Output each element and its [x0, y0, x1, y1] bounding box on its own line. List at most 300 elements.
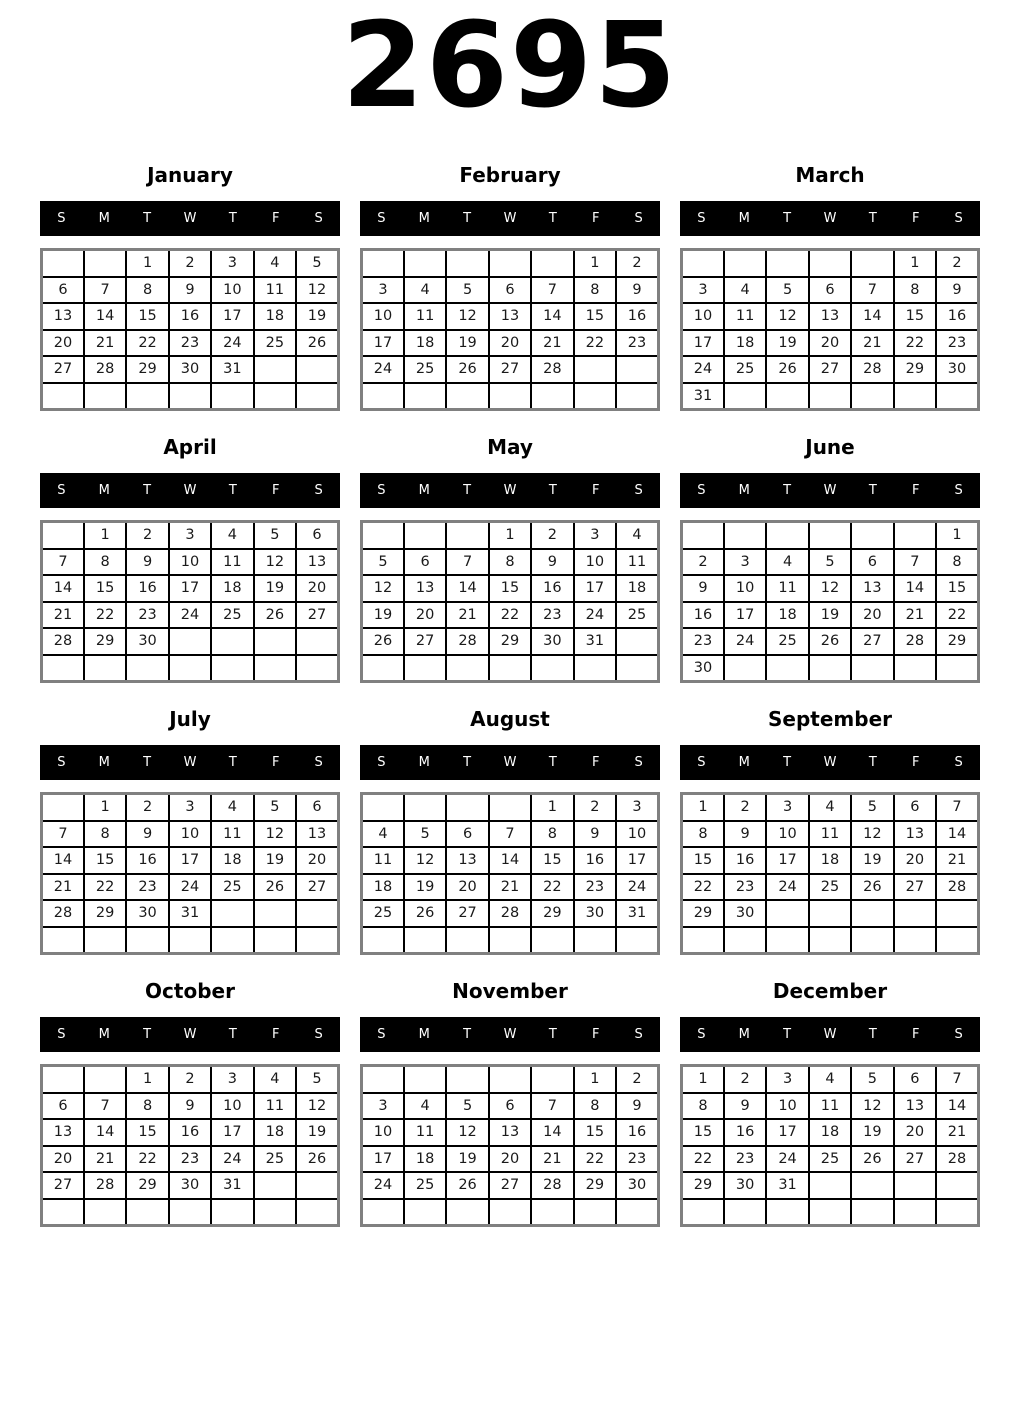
day-cell: 15 — [682, 1119, 724, 1146]
week-row — [682, 1093, 979, 1120]
empty-day-cell — [489, 1066, 531, 1093]
weekday-label: F — [591, 483, 600, 498]
weekday-label: S — [377, 1027, 386, 1042]
weekday-label: W — [183, 1027, 197, 1042]
empty-day-cell — [809, 927, 851, 954]
week-row — [42, 900, 339, 927]
day-cell: 10 — [362, 1119, 404, 1146]
month-days-table — [40, 248, 340, 411]
empty-day-cell — [84, 1066, 126, 1093]
weekday-header-row — [680, 1017, 980, 1052]
day-cell: 25 — [766, 628, 808, 655]
day-cell: 18 — [362, 874, 404, 901]
empty-day-cell — [404, 794, 446, 821]
week-row — [42, 847, 339, 874]
weekday-label: T — [783, 483, 792, 498]
day-cell: 14 — [84, 1119, 126, 1146]
day-cell: 21 — [446, 602, 488, 629]
empty-day-cell — [894, 1172, 936, 1199]
month-title: July — [169, 707, 211, 731]
empty-day-cell — [531, 383, 573, 410]
weekday-label: S — [634, 483, 643, 498]
day-cell: 6 — [296, 794, 338, 821]
day-cell: 15 — [574, 303, 616, 330]
day-cell: 28 — [936, 874, 978, 901]
weekday-label: W — [503, 483, 517, 498]
day-cell: 9 — [682, 575, 724, 602]
weekday-header-row — [40, 473, 340, 508]
day-cell: 1 — [574, 250, 616, 277]
week-row — [362, 277, 659, 304]
day-cell: 22 — [489, 602, 531, 629]
empty-day-cell — [489, 655, 531, 682]
empty-day-cell — [489, 794, 531, 821]
day-cell: 16 — [169, 303, 211, 330]
week-row — [42, 1066, 339, 1093]
empty-day-cell — [766, 655, 808, 682]
weekday-label: T — [143, 755, 152, 770]
day-cell: 12 — [851, 821, 893, 848]
week-row — [682, 277, 979, 304]
month-days-table — [40, 1064, 340, 1227]
week-row — [362, 927, 659, 954]
weekday-label: F — [911, 1027, 920, 1042]
day-cell: 26 — [766, 356, 808, 383]
empty-day-cell — [894, 522, 936, 549]
week-row — [42, 575, 339, 602]
day-cell: 14 — [446, 575, 488, 602]
month-title: December — [772, 979, 888, 1003]
day-cell: 8 — [682, 821, 724, 848]
day-cell: 10 — [616, 821, 658, 848]
week-row — [362, 303, 659, 330]
weekday-label: T — [463, 483, 472, 498]
day-cell: 16 — [616, 303, 658, 330]
day-cell: 25 — [809, 874, 851, 901]
month-days-table — [680, 1064, 980, 1227]
weekday-label: T — [548, 755, 557, 770]
day-cell: 29 — [84, 900, 126, 927]
day-cell: 13 — [894, 1093, 936, 1120]
empty-day-cell — [254, 900, 296, 927]
day-cell: 14 — [489, 847, 531, 874]
day-cell: 22 — [574, 1146, 616, 1173]
day-cell: 22 — [682, 874, 724, 901]
day-cell: 16 — [936, 303, 978, 330]
day-cell: 30 — [724, 900, 766, 927]
week-row — [42, 1172, 339, 1199]
empty-day-cell — [84, 655, 126, 682]
weekday-label: M — [738, 1027, 750, 1042]
weekday-label: W — [503, 1027, 517, 1042]
day-cell: 31 — [682, 383, 724, 410]
day-cell: 1 — [682, 1066, 724, 1093]
day-cell: 7 — [936, 794, 978, 821]
day-cell: 6 — [894, 794, 936, 821]
day-cell: 5 — [851, 1066, 893, 1093]
week-row — [682, 927, 979, 954]
day-cell: 15 — [531, 847, 573, 874]
day-cell: 11 — [766, 575, 808, 602]
empty-day-cell — [404, 383, 446, 410]
weekday-label: S — [697, 755, 706, 770]
day-cell: 24 — [362, 356, 404, 383]
day-cell: 29 — [574, 1172, 616, 1199]
day-cell: 22 — [84, 602, 126, 629]
day-cell: 31 — [616, 900, 658, 927]
empty-day-cell — [724, 1199, 766, 1226]
empty-day-cell — [446, 1199, 488, 1226]
day-cell: 28 — [531, 356, 573, 383]
empty-day-cell — [169, 655, 211, 682]
month-october — [40, 978, 340, 1227]
empty-day-cell — [894, 383, 936, 410]
month-title: June — [805, 435, 855, 459]
day-cell: 14 — [936, 821, 978, 848]
week-row — [42, 794, 339, 821]
week-row — [362, 522, 659, 549]
day-cell: 6 — [489, 277, 531, 304]
day-cell: 3 — [211, 1066, 253, 1093]
weekday-label: M — [98, 211, 110, 226]
day-cell: 10 — [211, 1093, 253, 1120]
day-cell: 23 — [126, 602, 168, 629]
weekday-label: W — [823, 1027, 837, 1042]
day-cell: 5 — [851, 794, 893, 821]
weekday-label: T — [228, 211, 237, 226]
week-row — [362, 900, 659, 927]
day-cell: 16 — [724, 1119, 766, 1146]
empty-day-cell — [169, 927, 211, 954]
day-cell: 8 — [531, 821, 573, 848]
day-cell: 19 — [446, 330, 488, 357]
day-cell: 27 — [42, 356, 84, 383]
day-cell: 7 — [531, 277, 573, 304]
week-row — [362, 602, 659, 629]
empty-day-cell — [936, 927, 978, 954]
weekday-label: W — [823, 755, 837, 770]
weekday-label: T — [463, 211, 472, 226]
week-row — [42, 356, 339, 383]
day-cell: 23 — [724, 874, 766, 901]
week-row — [682, 794, 979, 821]
empty-day-cell — [809, 522, 851, 549]
day-cell: 9 — [936, 277, 978, 304]
day-cell: 11 — [254, 277, 296, 304]
month-june — [680, 434, 980, 683]
day-cell: 1 — [84, 794, 126, 821]
day-cell: 18 — [766, 602, 808, 629]
day-cell: 7 — [851, 277, 893, 304]
empty-day-cell — [254, 655, 296, 682]
week-row — [42, 522, 339, 549]
day-cell: 26 — [446, 356, 488, 383]
month-title: October — [145, 979, 235, 1003]
empty-day-cell — [211, 1199, 253, 1226]
weekday-label: M — [98, 1027, 110, 1042]
day-cell: 21 — [894, 602, 936, 629]
day-cell: 28 — [84, 1172, 126, 1199]
day-cell: 8 — [84, 821, 126, 848]
day-cell: 28 — [42, 900, 84, 927]
empty-day-cell — [296, 383, 338, 410]
empty-day-cell — [126, 383, 168, 410]
day-cell: 16 — [574, 847, 616, 874]
day-cell: 3 — [574, 522, 616, 549]
day-cell: 4 — [404, 1093, 446, 1120]
day-cell: 28 — [531, 1172, 573, 1199]
empty-day-cell — [404, 927, 446, 954]
day-cell: 21 — [851, 330, 893, 357]
month-days-table — [40, 520, 340, 683]
day-cell: 21 — [936, 1119, 978, 1146]
month-august — [360, 706, 660, 955]
day-cell: 29 — [894, 356, 936, 383]
empty-day-cell — [489, 927, 531, 954]
day-cell: 12 — [851, 1093, 893, 1120]
week-row — [362, 549, 659, 576]
empty-day-cell — [489, 383, 531, 410]
empty-day-cell — [296, 628, 338, 655]
empty-day-cell — [616, 628, 658, 655]
weekday-label: S — [697, 483, 706, 498]
day-cell: 3 — [362, 1093, 404, 1120]
empty-day-cell — [531, 927, 573, 954]
day-cell: 24 — [724, 628, 766, 655]
day-cell: 28 — [851, 356, 893, 383]
month-july — [40, 706, 340, 955]
empty-day-cell — [489, 250, 531, 277]
day-cell: 13 — [809, 303, 851, 330]
day-cell: 17 — [766, 847, 808, 874]
weekday-header-row — [360, 745, 660, 780]
day-cell: 16 — [616, 1119, 658, 1146]
empty-day-cell — [84, 927, 126, 954]
week-row — [42, 383, 339, 410]
day-cell: 15 — [489, 575, 531, 602]
month-title: April — [163, 435, 217, 459]
day-cell: 1 — [682, 794, 724, 821]
empty-day-cell — [296, 1199, 338, 1226]
week-row — [362, 1119, 659, 1146]
weekday-label: S — [954, 755, 963, 770]
day-cell: 7 — [489, 821, 531, 848]
weekday-label: S — [57, 755, 66, 770]
day-cell: 10 — [724, 575, 766, 602]
day-cell: 23 — [616, 330, 658, 357]
day-cell: 20 — [851, 602, 893, 629]
empty-day-cell — [851, 900, 893, 927]
day-cell: 23 — [574, 874, 616, 901]
day-cell: 5 — [296, 1066, 338, 1093]
week-row — [42, 874, 339, 901]
day-cell: 30 — [574, 900, 616, 927]
day-cell: 12 — [296, 1093, 338, 1120]
day-cell: 22 — [126, 330, 168, 357]
empty-day-cell — [936, 1199, 978, 1226]
week-row — [42, 602, 339, 629]
day-cell: 2 — [616, 250, 658, 277]
empty-day-cell — [42, 794, 84, 821]
year-title: 2695 — [341, 0, 679, 134]
week-row — [362, 847, 659, 874]
day-cell: 13 — [42, 1119, 84, 1146]
day-cell: 16 — [126, 575, 168, 602]
day-cell: 9 — [126, 821, 168, 848]
day-cell: 19 — [254, 575, 296, 602]
day-cell: 5 — [296, 250, 338, 277]
week-row — [362, 383, 659, 410]
day-cell: 9 — [126, 549, 168, 576]
empty-day-cell — [809, 250, 851, 277]
weekday-label: S — [314, 483, 323, 498]
week-row — [362, 330, 659, 357]
weekday-header-row — [680, 201, 980, 236]
day-cell: 11 — [809, 1093, 851, 1120]
day-cell: 16 — [682, 602, 724, 629]
day-cell: 18 — [404, 1146, 446, 1173]
day-cell: 23 — [531, 602, 573, 629]
day-cell: 16 — [531, 575, 573, 602]
weekday-label: T — [783, 755, 792, 770]
day-cell: 24 — [362, 1172, 404, 1199]
weekday-header-row — [360, 201, 660, 236]
week-row — [42, 277, 339, 304]
weekday-label: T — [463, 755, 472, 770]
day-cell: 28 — [42, 628, 84, 655]
day-cell: 9 — [616, 277, 658, 304]
day-cell: 6 — [851, 549, 893, 576]
empty-day-cell — [574, 356, 616, 383]
day-cell: 8 — [574, 1093, 616, 1120]
weekday-label: T — [143, 483, 152, 498]
empty-day-cell — [936, 1172, 978, 1199]
day-cell: 2 — [169, 1066, 211, 1093]
day-cell: 8 — [936, 549, 978, 576]
empty-day-cell — [531, 250, 573, 277]
day-cell: 31 — [766, 1172, 808, 1199]
weekday-label: F — [271, 483, 280, 498]
day-cell: 5 — [362, 549, 404, 576]
empty-day-cell — [574, 655, 616, 682]
empty-day-cell — [42, 250, 84, 277]
empty-day-cell — [766, 927, 808, 954]
empty-day-cell — [362, 522, 404, 549]
day-cell: 3 — [362, 277, 404, 304]
day-cell: 6 — [446, 821, 488, 848]
day-cell: 2 — [936, 250, 978, 277]
empty-day-cell — [809, 1172, 851, 1199]
week-row — [42, 927, 339, 954]
day-cell: 26 — [851, 1146, 893, 1173]
day-cell: 1 — [489, 522, 531, 549]
empty-day-cell — [851, 927, 893, 954]
day-cell: 1 — [936, 522, 978, 549]
day-cell: 10 — [211, 277, 253, 304]
day-cell: 25 — [211, 874, 253, 901]
empty-day-cell — [851, 1199, 893, 1226]
day-cell: 23 — [169, 330, 211, 357]
weekday-label: T — [143, 211, 152, 226]
day-cell: 27 — [446, 900, 488, 927]
day-cell: 30 — [169, 356, 211, 383]
day-cell: 28 — [894, 628, 936, 655]
day-cell: 23 — [126, 874, 168, 901]
day-cell: 3 — [682, 277, 724, 304]
day-cell: 9 — [169, 1093, 211, 1120]
day-cell: 19 — [766, 330, 808, 357]
day-cell: 22 — [936, 602, 978, 629]
day-cell: 25 — [254, 1146, 296, 1173]
day-cell: 18 — [211, 847, 253, 874]
day-cell: 8 — [574, 277, 616, 304]
month-title: September — [768, 707, 892, 731]
day-cell: 13 — [296, 821, 338, 848]
empty-day-cell — [362, 1199, 404, 1226]
day-cell: 14 — [531, 303, 573, 330]
empty-day-cell — [446, 794, 488, 821]
week-row — [362, 628, 659, 655]
empty-day-cell — [616, 383, 658, 410]
weekday-label: W — [503, 755, 517, 770]
day-cell: 12 — [404, 847, 446, 874]
day-cell: 30 — [169, 1172, 211, 1199]
day-cell: 27 — [296, 602, 338, 629]
day-cell: 19 — [296, 1119, 338, 1146]
day-cell: 1 — [84, 522, 126, 549]
day-cell: 27 — [809, 356, 851, 383]
month-days-table — [680, 792, 980, 955]
empty-day-cell — [42, 522, 84, 549]
weekday-label: M — [418, 755, 430, 770]
empty-day-cell — [851, 655, 893, 682]
weekday-label: S — [634, 211, 643, 226]
empty-day-cell — [489, 1199, 531, 1226]
week-row — [682, 1172, 979, 1199]
week-row — [42, 1093, 339, 1120]
weekday-label: W — [823, 211, 837, 226]
empty-day-cell — [574, 383, 616, 410]
day-cell: 21 — [936, 847, 978, 874]
day-cell: 3 — [169, 794, 211, 821]
day-cell: 7 — [84, 1093, 126, 1120]
day-cell: 27 — [894, 1146, 936, 1173]
week-row — [682, 602, 979, 629]
day-cell: 27 — [489, 1172, 531, 1199]
weekday-label: T — [868, 483, 877, 498]
day-cell: 30 — [616, 1172, 658, 1199]
calendar-grid — [0, 162, 1020, 1227]
empty-day-cell — [616, 1199, 658, 1226]
day-cell: 19 — [851, 1119, 893, 1146]
day-cell: 21 — [42, 602, 84, 629]
week-row — [682, 655, 979, 682]
day-cell: 10 — [766, 1093, 808, 1120]
week-row — [682, 330, 979, 357]
day-cell: 11 — [616, 549, 658, 576]
week-row — [682, 250, 979, 277]
day-cell: 19 — [809, 602, 851, 629]
day-cell: 10 — [362, 303, 404, 330]
day-cell: 20 — [809, 330, 851, 357]
empty-day-cell — [84, 1199, 126, 1226]
day-cell: 22 — [84, 874, 126, 901]
weekday-label: T — [143, 1027, 152, 1042]
day-cell: 4 — [362, 821, 404, 848]
day-cell: 20 — [894, 847, 936, 874]
day-cell: 27 — [894, 874, 936, 901]
day-cell: 1 — [531, 794, 573, 821]
